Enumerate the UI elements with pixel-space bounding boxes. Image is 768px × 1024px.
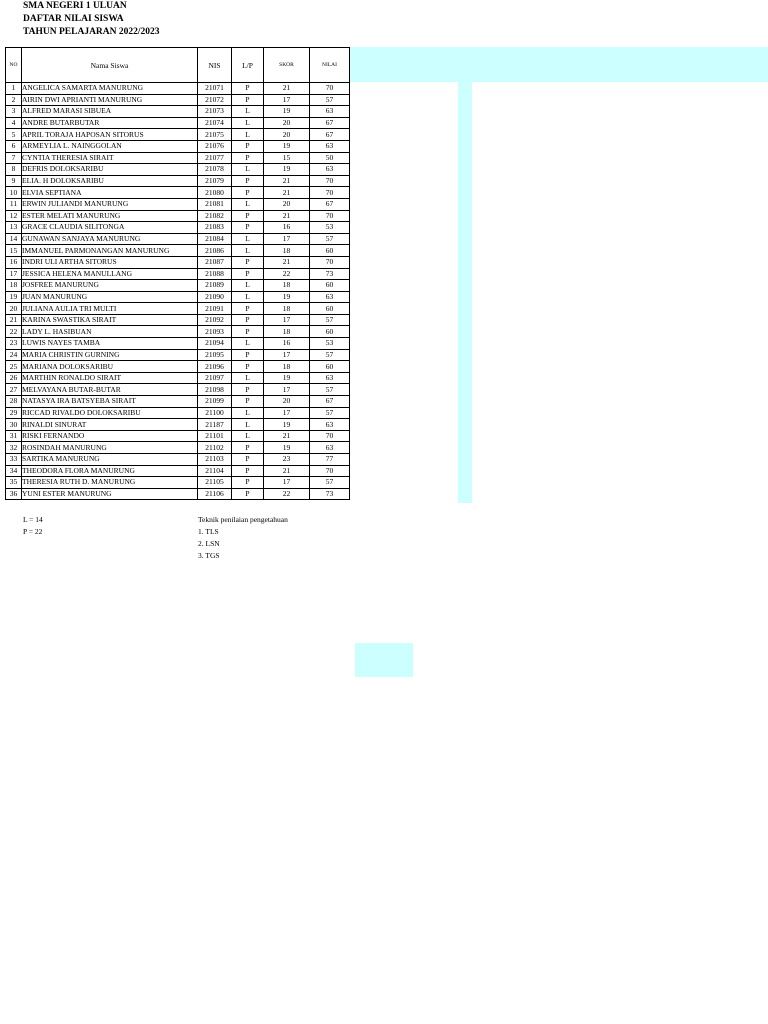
student-gender: P xyxy=(232,396,264,408)
col-nilai-header: NILAI xyxy=(310,48,350,83)
row-number: 4 xyxy=(6,117,22,129)
row-number: 27 xyxy=(6,384,22,396)
student-nis: 21087 xyxy=(198,256,232,268)
student-score: 20 xyxy=(264,396,310,408)
student-score: 23 xyxy=(264,454,310,466)
student-score: 21 xyxy=(264,430,310,442)
student-grade: 70 xyxy=(310,83,350,95)
student-grade: 70 xyxy=(310,430,350,442)
student-score: 19 xyxy=(264,419,310,431)
row-number: 30 xyxy=(6,419,22,431)
table-row xyxy=(6,454,350,466)
student-nis: 21076 xyxy=(198,140,232,152)
student-nis: 21086 xyxy=(198,245,232,257)
student-grade: 57 xyxy=(310,477,350,489)
table-row xyxy=(6,222,350,234)
student-gender: P xyxy=(232,175,264,187)
student-score: 17 xyxy=(264,349,310,361)
table-row xyxy=(6,152,350,164)
student-gender: P xyxy=(232,94,264,106)
student-name: MARIA CHRISTIN GURNING xyxy=(22,349,198,361)
table-row xyxy=(6,384,350,396)
student-gender: P xyxy=(232,187,264,199)
student-name: NATASYA IRA BATSYEBA SIRAIT xyxy=(22,396,198,408)
student-grade: 57 xyxy=(310,349,350,361)
student-gender: L xyxy=(232,245,264,257)
student-nis: 21077 xyxy=(198,152,232,164)
row-number: 1 xyxy=(6,83,22,95)
student-grade: 57 xyxy=(310,314,350,326)
student-gender: P xyxy=(232,361,264,373)
student-gender: P xyxy=(232,442,264,454)
student-grade: 73 xyxy=(310,488,350,500)
student-grade: 63 xyxy=(310,419,350,431)
student-score: 17 xyxy=(264,407,310,419)
student-name: ERWIN JULIANDI MANURUNG xyxy=(22,198,198,210)
student-score: 19 xyxy=(264,442,310,454)
table-row xyxy=(6,488,350,500)
row-number: 8 xyxy=(6,164,22,176)
table-row xyxy=(6,407,350,419)
student-name: RISKI FERNANDO xyxy=(22,430,198,442)
student-nis: 21090 xyxy=(198,291,232,303)
col-lp-header: L/P xyxy=(232,48,264,83)
table-row xyxy=(6,129,350,141)
student-score: 15 xyxy=(264,152,310,164)
row-number: 21 xyxy=(6,314,22,326)
table-row xyxy=(6,396,350,408)
student-grade: 57 xyxy=(310,233,350,245)
student-gender: L xyxy=(232,117,264,129)
table-row xyxy=(6,303,350,315)
table-row xyxy=(6,477,350,489)
student-score: 22 xyxy=(264,268,310,280)
student-gender: L xyxy=(232,338,264,350)
row-number: 17 xyxy=(6,268,22,280)
student-grade: 63 xyxy=(310,442,350,454)
table-row xyxy=(6,361,350,373)
gender-summary xyxy=(23,514,43,538)
student-score: 17 xyxy=(264,384,310,396)
assessment-technique xyxy=(198,514,288,562)
student-grade: 67 xyxy=(310,198,350,210)
student-gender: L xyxy=(232,291,264,303)
student-name: GRACE CLAUDIA SILITONGA xyxy=(22,222,198,234)
student-grade: 73 xyxy=(310,268,350,280)
row-number: 29 xyxy=(6,407,22,419)
student-gender: P xyxy=(232,152,264,164)
student-grade: 60 xyxy=(310,280,350,292)
student-score: 21 xyxy=(264,465,310,477)
student-grade: 70 xyxy=(310,465,350,477)
student-nis: 21091 xyxy=(198,303,232,315)
student-gender: P xyxy=(232,210,264,222)
student-score: 21 xyxy=(264,187,310,199)
student-grade: 63 xyxy=(310,291,350,303)
highlight-column xyxy=(458,82,472,503)
table-row xyxy=(6,314,350,326)
student-nis: 21105 xyxy=(198,477,232,489)
row-number: 3 xyxy=(6,106,22,118)
row-number: 18 xyxy=(6,280,22,292)
table-row xyxy=(6,94,350,106)
student-grade: 60 xyxy=(310,245,350,257)
student-gender: P xyxy=(232,326,264,338)
student-nis: 21099 xyxy=(198,396,232,408)
student-name: ELIA. H DOLOKSARIBU xyxy=(22,175,198,187)
student-grade: 63 xyxy=(310,106,350,118)
student-score: 16 xyxy=(264,338,310,350)
table-row xyxy=(6,210,350,222)
student-nis: 21078 xyxy=(198,164,232,176)
student-gender: P xyxy=(232,303,264,315)
table-row xyxy=(6,83,350,95)
table-row xyxy=(6,349,350,361)
table-row xyxy=(6,175,350,187)
student-nis: 21106 xyxy=(198,488,232,500)
row-number: 26 xyxy=(6,372,22,384)
student-gender: P xyxy=(232,268,264,280)
student-name: JOSFREE MANURUNG xyxy=(22,280,198,292)
school-name: SMA NEGERI 1 ULUAN xyxy=(23,1,127,11)
student-nis: 21097 xyxy=(198,372,232,384)
row-number: 15 xyxy=(6,245,22,257)
student-name: MARIANA DOLOKSARIBU xyxy=(22,361,198,373)
student-gender: L xyxy=(232,430,264,442)
student-gender: P xyxy=(232,222,264,234)
student-name: ROSINDAH MANURUNG xyxy=(22,442,198,454)
row-number: 23 xyxy=(6,338,22,350)
student-grade: 63 xyxy=(310,372,350,384)
student-nis: 21072 xyxy=(198,94,232,106)
table-row xyxy=(6,268,350,280)
student-grade: 53 xyxy=(310,222,350,234)
table-row xyxy=(6,117,350,129)
student-gender: P xyxy=(232,488,264,500)
student-nis: 21084 xyxy=(198,233,232,245)
technique-item: 3. TGS xyxy=(198,551,220,560)
student-name: THERESIA RUTH D. MANURUNG xyxy=(22,477,198,489)
student-gender: L xyxy=(232,106,264,118)
student-score: 16 xyxy=(264,222,310,234)
student-name: ANDRE BUTARBUTAR xyxy=(22,117,198,129)
row-number: 13 xyxy=(6,222,22,234)
table-row xyxy=(6,198,350,210)
row-number: 22 xyxy=(6,326,22,338)
student-name: APRIL TORAJA HAPOSAN SITORUS xyxy=(22,129,198,141)
student-score: 20 xyxy=(264,117,310,129)
row-number: 6 xyxy=(6,140,22,152)
student-gender: L xyxy=(232,372,264,384)
student-grade: 67 xyxy=(310,129,350,141)
student-nis: 21103 xyxy=(198,454,232,466)
student-gender: L xyxy=(232,419,264,431)
student-name: SARTIKA MANURUNG xyxy=(22,454,198,466)
student-name: RINALDI SINURAT xyxy=(22,419,198,431)
student-name: JESSICA HELENA MANULLANG xyxy=(22,268,198,280)
technique-item: 2. LSN xyxy=(198,539,220,548)
row-number: 5 xyxy=(6,129,22,141)
academic-year: TAHUN PELAJARAN 2022/2023 xyxy=(23,27,160,37)
student-nis: 21074 xyxy=(198,117,232,129)
row-number: 36 xyxy=(6,488,22,500)
student-score: 18 xyxy=(264,326,310,338)
student-nis: 21083 xyxy=(198,222,232,234)
row-number: 7 xyxy=(6,152,22,164)
row-number: 31 xyxy=(6,430,22,442)
row-number: 25 xyxy=(6,361,22,373)
student-score: 19 xyxy=(264,140,310,152)
student-score: 18 xyxy=(264,280,310,292)
student-nis: 21073 xyxy=(198,106,232,118)
technique-item: 1. TLS xyxy=(198,527,219,536)
table-row xyxy=(6,338,350,350)
student-score: 18 xyxy=(264,361,310,373)
row-number: 10 xyxy=(6,187,22,199)
document-title: DAFTAR NILAI SISWA xyxy=(23,14,124,24)
student-name: LUWIS NAYES TAMBA xyxy=(22,338,198,350)
row-number: 34 xyxy=(6,465,22,477)
col-name-header: Nama Siswa xyxy=(22,48,198,83)
table-row xyxy=(6,164,350,176)
row-number: 20 xyxy=(6,303,22,315)
student-nis: 21101 xyxy=(198,430,232,442)
table-row xyxy=(6,291,350,303)
table-row xyxy=(6,280,350,292)
student-score: 20 xyxy=(264,129,310,141)
student-grade: 63 xyxy=(310,140,350,152)
student-gender: L xyxy=(232,129,264,141)
student-grade: 57 xyxy=(310,94,350,106)
table-body xyxy=(6,83,350,500)
table-row xyxy=(6,245,350,257)
highlight-band xyxy=(349,47,768,82)
student-score: 19 xyxy=(264,106,310,118)
student-score: 18 xyxy=(264,245,310,257)
female-count: P = 22 xyxy=(23,527,43,536)
student-name: KARINA SWASTIKA SIRAIT xyxy=(22,314,198,326)
student-gender: L xyxy=(232,198,264,210)
student-name: THEODORA FLORA MANURUNG xyxy=(22,465,198,477)
student-name: JUAN MANURUNG xyxy=(22,291,198,303)
student-name: YUNI ESTER MANURUNG xyxy=(22,488,198,500)
table-row xyxy=(6,326,350,338)
row-number: 12 xyxy=(6,210,22,222)
document-header xyxy=(23,0,160,39)
student-score: 19 xyxy=(264,291,310,303)
table-row xyxy=(6,106,350,118)
male-count: L = 14 xyxy=(23,515,43,524)
student-name: GUNAWAN SANJAYA MANURUNG xyxy=(22,233,198,245)
student-name: IMMANUEL PARMONANGAN MANURUNG xyxy=(22,245,198,257)
student-nis: 21089 xyxy=(198,280,232,292)
student-score: 18 xyxy=(264,303,310,315)
student-gender: P xyxy=(232,465,264,477)
student-score: 19 xyxy=(264,164,310,176)
student-name: CYNTIA THERESIA SIRAIT xyxy=(22,152,198,164)
row-number: 9 xyxy=(6,175,22,187)
table-row xyxy=(6,465,350,477)
student-nis: 21098 xyxy=(198,384,232,396)
student-name: AIRIN DWI APRIANTI MANURUNG xyxy=(22,94,198,106)
table-row xyxy=(6,372,350,384)
table-row xyxy=(6,256,350,268)
student-nis: 21080 xyxy=(198,187,232,199)
student-nis: 21081 xyxy=(198,198,232,210)
student-gender: L xyxy=(232,233,264,245)
student-gender: P xyxy=(232,477,264,489)
student-name: ANGELICA SAMARTA MANURUNG xyxy=(22,83,198,95)
student-nis: 21104 xyxy=(198,465,232,477)
row-number: 11 xyxy=(6,198,22,210)
student-score: 17 xyxy=(264,94,310,106)
student-score: 21 xyxy=(264,83,310,95)
student-score: 17 xyxy=(264,233,310,245)
table-row xyxy=(6,442,350,454)
row-number: 32 xyxy=(6,442,22,454)
row-number: 14 xyxy=(6,233,22,245)
student-nis: 21092 xyxy=(198,314,232,326)
student-score: 19 xyxy=(264,372,310,384)
student-grade: 63 xyxy=(310,164,350,176)
student-name: JULIANA AULIA TRI MULTI xyxy=(22,303,198,315)
student-nis: 21096 xyxy=(198,361,232,373)
student-name: ARMEYLIA L. NAINGGOLAN xyxy=(22,140,198,152)
row-number: 33 xyxy=(6,454,22,466)
student-grade: 67 xyxy=(310,117,350,129)
row-number: 16 xyxy=(6,256,22,268)
student-name: MELVAYANA BUTAR-BUTAR xyxy=(22,384,198,396)
student-score: 20 xyxy=(264,198,310,210)
student-name: DEFRIS DOLOKSARIBU xyxy=(22,164,198,176)
student-nis: 21094 xyxy=(198,338,232,350)
col-no-header: NO xyxy=(6,48,22,83)
student-nis: 21079 xyxy=(198,175,232,187)
student-score: 21 xyxy=(264,175,310,187)
student-gender: P xyxy=(232,256,264,268)
student-score: 17 xyxy=(264,477,310,489)
student-nis: 21102 xyxy=(198,442,232,454)
grades-table xyxy=(5,47,350,500)
highlight-box xyxy=(355,643,413,677)
table-row xyxy=(6,430,350,442)
student-gender: P xyxy=(232,314,264,326)
student-name: RICCAD RIVALDO DOLOKSARIBU xyxy=(22,407,198,419)
row-number: 19 xyxy=(6,291,22,303)
student-grade: 77 xyxy=(310,454,350,466)
student-grade: 70 xyxy=(310,175,350,187)
student-nis: 21088 xyxy=(198,268,232,280)
table-header-row xyxy=(6,48,350,83)
student-grade: 60 xyxy=(310,326,350,338)
table-row xyxy=(6,187,350,199)
student-grade: 60 xyxy=(310,361,350,373)
student-grade: 50 xyxy=(310,152,350,164)
student-nis: 21071 xyxy=(198,83,232,95)
student-nis: 21082 xyxy=(198,210,232,222)
student-grade: 57 xyxy=(310,407,350,419)
student-name: ELVIA SEPTIANA xyxy=(22,187,198,199)
row-number: 35 xyxy=(6,477,22,489)
row-number: 28 xyxy=(6,396,22,408)
student-grade: 70 xyxy=(310,256,350,268)
student-nis: 21095 xyxy=(198,349,232,361)
student-grade: 60 xyxy=(310,303,350,315)
student-grade: 70 xyxy=(310,187,350,199)
student-gender: L xyxy=(232,164,264,176)
student-nis: 21187 xyxy=(198,419,232,431)
student-score: 17 xyxy=(264,314,310,326)
student-name: ALFRED MARASI SIBUEA xyxy=(22,106,198,118)
student-grade: 57 xyxy=(310,384,350,396)
student-nis: 21093 xyxy=(198,326,232,338)
student-grade: 67 xyxy=(310,396,350,408)
student-gender: P xyxy=(232,454,264,466)
student-gender: P xyxy=(232,83,264,95)
technique-title: Teknik penilaian pengetahuan xyxy=(198,515,288,524)
student-name: INDRI ULI ARTHA SITORUS xyxy=(22,256,198,268)
student-score: 22 xyxy=(264,488,310,500)
student-grade: 53 xyxy=(310,338,350,350)
table-row xyxy=(6,419,350,431)
student-score: 21 xyxy=(264,210,310,222)
student-score: 21 xyxy=(264,256,310,268)
student-gender: P xyxy=(232,349,264,361)
student-name: ESTER MELATI MANURUNG xyxy=(22,210,198,222)
student-name: LADY L. HASIBUAN xyxy=(22,326,198,338)
col-skor-header: SKOR xyxy=(264,48,310,83)
student-nis: 21100 xyxy=(198,407,232,419)
table-row xyxy=(6,140,350,152)
student-gender: L xyxy=(232,407,264,419)
student-name: MARTHIN RONALDO SIRAIT xyxy=(22,372,198,384)
row-number: 24 xyxy=(6,349,22,361)
student-gender: L xyxy=(232,280,264,292)
student-grade: 70 xyxy=(310,210,350,222)
row-number: 2 xyxy=(6,94,22,106)
student-gender: P xyxy=(232,140,264,152)
student-gender: P xyxy=(232,384,264,396)
col-nis-header: NIS xyxy=(198,48,232,83)
student-nis: 21075 xyxy=(198,129,232,141)
table-row xyxy=(6,233,350,245)
